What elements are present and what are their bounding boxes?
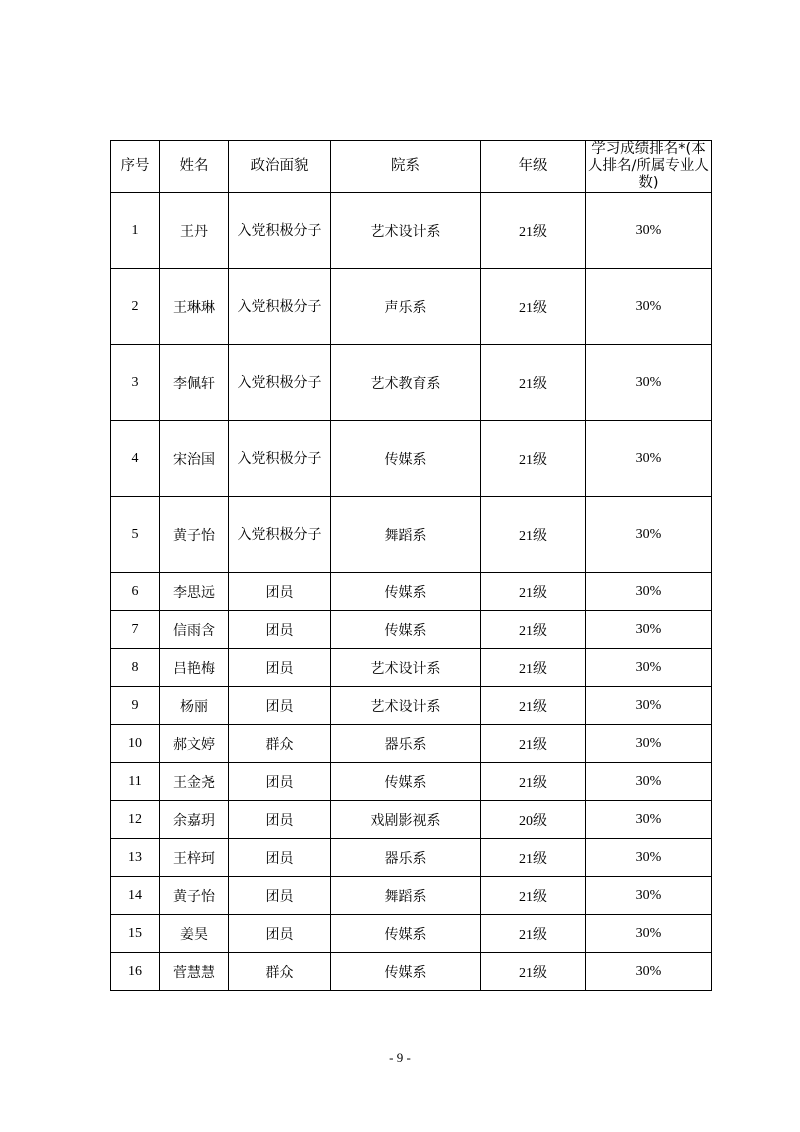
table-row xyxy=(111,345,712,421)
table-header-row xyxy=(111,141,712,193)
row-political: 团员 xyxy=(229,649,331,687)
table-row xyxy=(111,497,712,573)
row-department: 传媒系 xyxy=(331,763,481,801)
header-grade: 年级 xyxy=(481,141,586,193)
header-name: 姓名 xyxy=(160,141,229,193)
row-index: 11 xyxy=(111,763,160,801)
table-row xyxy=(111,953,712,991)
table-row xyxy=(111,915,712,953)
row-index: 15 xyxy=(111,915,160,953)
row-ranking: 30% xyxy=(586,953,712,991)
row-department: 舞蹈系 xyxy=(331,497,481,573)
row-name: 郝文婷 xyxy=(160,725,229,763)
row-index: 6 xyxy=(111,573,160,611)
row-index: 3 xyxy=(111,345,160,421)
row-grade: 21级 xyxy=(481,269,586,345)
row-ranking: 30% xyxy=(586,915,712,953)
header-ranking: 学习成绩排名*(本人排名/所属专业人数) xyxy=(586,141,712,193)
row-political: 团员 xyxy=(229,839,331,877)
row-political: 团员 xyxy=(229,915,331,953)
row-grade: 21级 xyxy=(481,953,586,991)
row-name: 姜昊 xyxy=(160,915,229,953)
row-index: 13 xyxy=(111,839,160,877)
row-index: 2 xyxy=(111,269,160,345)
row-political: 入党积极分子 xyxy=(229,269,331,345)
row-department: 舞蹈系 xyxy=(331,877,481,915)
row-ranking: 30% xyxy=(586,649,712,687)
row-department: 传媒系 xyxy=(331,421,481,497)
row-name: 王金尧 xyxy=(160,763,229,801)
row-name: 信雨含 xyxy=(160,611,229,649)
row-ranking: 30% xyxy=(586,687,712,725)
row-index: 12 xyxy=(111,801,160,839)
table-row xyxy=(111,877,712,915)
row-political: 团员 xyxy=(229,687,331,725)
student-table xyxy=(110,140,712,991)
row-grade: 21级 xyxy=(481,193,586,269)
header-index: 序号 xyxy=(111,141,160,193)
row-department: 戏剧影视系 xyxy=(331,801,481,839)
row-ranking: 30% xyxy=(586,763,712,801)
row-name: 王丹 xyxy=(160,193,229,269)
table-row xyxy=(111,801,712,839)
row-political: 入党积极分子 xyxy=(229,497,331,573)
row-name: 黄子怡 xyxy=(160,497,229,573)
row-grade: 21级 xyxy=(481,915,586,953)
row-political: 群众 xyxy=(229,953,331,991)
row-grade: 21级 xyxy=(481,839,586,877)
table-row xyxy=(111,839,712,877)
row-political: 群众 xyxy=(229,725,331,763)
row-name: 黄子怡 xyxy=(160,877,229,915)
row-name: 吕艳梅 xyxy=(160,649,229,687)
table-row xyxy=(111,725,712,763)
row-index: 8 xyxy=(111,649,160,687)
row-political: 团员 xyxy=(229,763,331,801)
row-index: 5 xyxy=(111,497,160,573)
row-grade: 20级 xyxy=(481,801,586,839)
table-row xyxy=(111,687,712,725)
row-index: 9 xyxy=(111,687,160,725)
row-political: 团员 xyxy=(229,573,331,611)
row-ranking: 30% xyxy=(586,345,712,421)
row-name: 王梓珂 xyxy=(160,839,229,877)
row-grade: 21级 xyxy=(481,345,586,421)
table-row xyxy=(111,763,712,801)
row-ranking: 30% xyxy=(586,801,712,839)
row-ranking: 30% xyxy=(586,269,712,345)
table-row xyxy=(111,269,712,345)
table-row xyxy=(111,193,712,269)
row-department: 艺术设计系 xyxy=(331,687,481,725)
row-ranking: 30% xyxy=(586,497,712,573)
row-political: 入党积极分子 xyxy=(229,421,331,497)
row-ranking: 30% xyxy=(586,877,712,915)
row-index: 10 xyxy=(111,725,160,763)
row-department: 传媒系 xyxy=(331,611,481,649)
row-department: 艺术设计系 xyxy=(331,649,481,687)
row-department: 传媒系 xyxy=(331,573,481,611)
row-department: 声乐系 xyxy=(331,269,481,345)
header-department: 院系 xyxy=(331,141,481,193)
table-row xyxy=(111,649,712,687)
row-political: 团员 xyxy=(229,611,331,649)
table-row xyxy=(111,573,712,611)
row-name: 菅慧慧 xyxy=(160,953,229,991)
row-department: 传媒系 xyxy=(331,953,481,991)
row-department: 艺术设计系 xyxy=(331,193,481,269)
row-grade: 21级 xyxy=(481,763,586,801)
row-department: 传媒系 xyxy=(331,915,481,953)
row-ranking: 30% xyxy=(586,611,712,649)
row-index: 1 xyxy=(111,193,160,269)
row-grade: 21级 xyxy=(481,649,586,687)
table-row xyxy=(111,421,712,497)
row-index: 16 xyxy=(111,953,160,991)
row-ranking: 30% xyxy=(586,573,712,611)
row-department: 器乐系 xyxy=(331,725,481,763)
row-political: 团员 xyxy=(229,877,331,915)
row-political: 入党积极分子 xyxy=(229,345,331,421)
row-index: 4 xyxy=(111,421,160,497)
page-number: - 9 - xyxy=(389,1050,411,1065)
row-political: 团员 xyxy=(229,801,331,839)
row-ranking: 30% xyxy=(586,421,712,497)
row-grade: 21级 xyxy=(481,877,586,915)
row-name: 王琳琳 xyxy=(160,269,229,345)
row-ranking: 30% xyxy=(586,193,712,269)
row-index: 7 xyxy=(111,611,160,649)
row-grade: 21级 xyxy=(481,611,586,649)
row-index: 14 xyxy=(111,877,160,915)
row-ranking: 30% xyxy=(586,839,712,877)
header-political: 政治面貌 xyxy=(229,141,331,193)
row-name: 李佩轩 xyxy=(160,345,229,421)
row-name: 杨丽 xyxy=(160,687,229,725)
row-political: 入党积极分子 xyxy=(229,193,331,269)
row-name: 余嘉玥 xyxy=(160,801,229,839)
row-grade: 21级 xyxy=(481,687,586,725)
row-department: 器乐系 xyxy=(331,839,481,877)
row-ranking: 30% xyxy=(586,725,712,763)
row-name: 李思远 xyxy=(160,573,229,611)
row-name: 宋治国 xyxy=(160,421,229,497)
row-department: 艺术教育系 xyxy=(331,345,481,421)
table-row xyxy=(111,611,712,649)
row-grade: 21级 xyxy=(481,421,586,497)
row-grade: 21级 xyxy=(481,725,586,763)
row-grade: 21级 xyxy=(481,497,586,573)
row-grade: 21级 xyxy=(481,573,586,611)
